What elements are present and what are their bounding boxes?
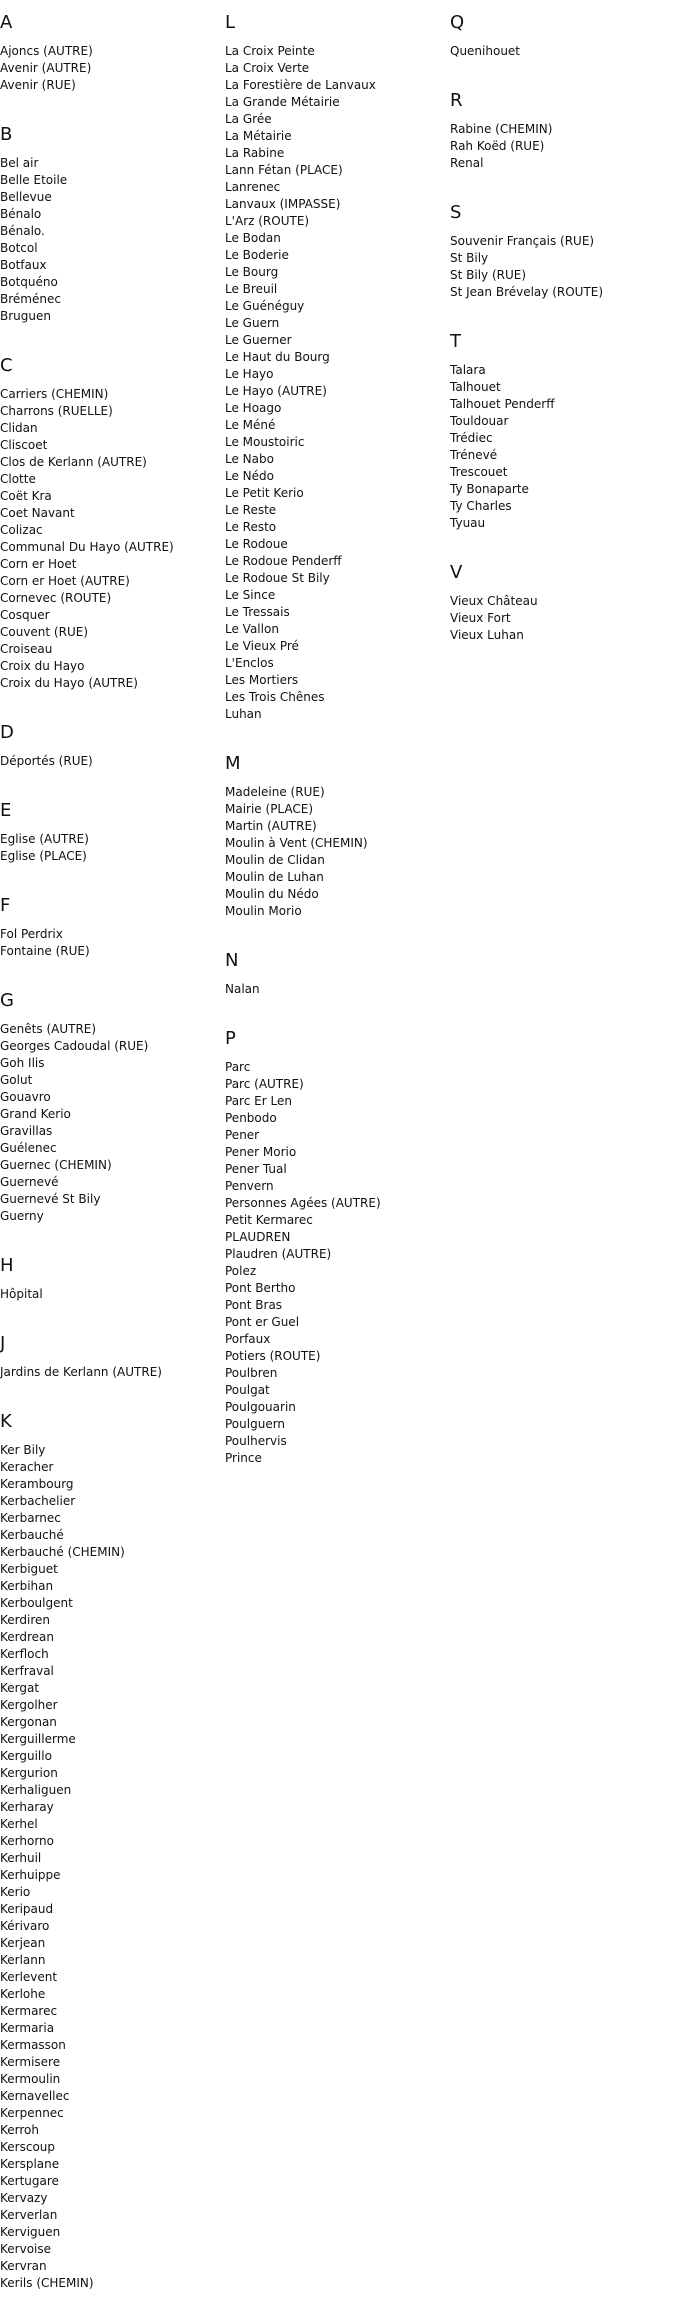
section-letter-heading: R [450, 90, 463, 111]
street-list-item[interactable]: Cosquer [0, 608, 50, 622]
section-letter-heading: V [450, 562, 463, 583]
street-list-item[interactable]: Le Bourg [225, 265, 279, 279]
street-list-item[interactable]: Hôpital [0, 1287, 43, 1301]
street-list-item[interactable]: Kertugare [0, 2174, 59, 2188]
street-list-item[interactable]: Personnes Agées (AUTRE) [225, 1196, 381, 1210]
section-letter-heading: P [225, 1028, 236, 1049]
section-letter-heading: E [0, 800, 12, 821]
letter-section [450, 90, 670, 172]
street-list-item[interactable]: Corn er Hoet (AUTRE) [0, 574, 130, 588]
street-list [225, 43, 445, 723]
street-list-item[interactable]: Kerfraval [0, 1664, 54, 1678]
street-list-item[interactable]: Vieux Fort [450, 611, 511, 625]
street-list-item[interactable]: Le Hayo (AUTRE) [225, 384, 327, 398]
street-list-item[interactable]: Mairie (PLACE) [225, 802, 314, 816]
street-list-item[interactable]: St Bily (RUE) [450, 268, 527, 282]
street-list [450, 43, 670, 60]
street-list-item[interactable]: Ajoncs (AUTRE) [0, 44, 93, 58]
street-list-item[interactable]: Kermasson [0, 2038, 66, 2052]
street-list-item[interactable]: Tyuau [450, 516, 486, 530]
street-list-item[interactable]: Kermoulin [0, 2072, 61, 2086]
street-list-item[interactable]: Guernevé [0, 1175, 59, 1189]
street-list-item[interactable]: Pener Morio [225, 1145, 297, 1159]
section-letter-heading: J [0, 1333, 6, 1354]
street-list-item[interactable]: Trénevé [450, 448, 498, 462]
letter-section [225, 753, 445, 920]
street-list-item[interactable]: Le Breuil [225, 282, 278, 296]
street-list-item[interactable]: Kerroh [0, 2123, 39, 2137]
street-list [225, 981, 445, 998]
street-list-item[interactable]: Le Rodoue Penderff [225, 554, 342, 568]
street-list-item[interactable]: Fontaine (RUE) [0, 944, 90, 958]
street-list-item[interactable]: Lanrenec [225, 180, 281, 194]
section-letter-heading: T [450, 331, 461, 352]
street-list-item[interactable]: Lann Fétan (PLACE) [225, 163, 343, 177]
street-list-item[interactable]: Kerhuippe [0, 1868, 61, 1882]
street-list [0, 926, 220, 960]
street-list-item[interactable]: Le Reste [225, 503, 277, 517]
street-list-item[interactable]: Pont er Guel [225, 1315, 300, 1329]
street-list-item[interactable]: Kersplane [0, 2157, 60, 2171]
street-list-item[interactable]: Kerambourg [0, 1477, 74, 1491]
street-list-item[interactable]: Talhouet Penderff [450, 397, 555, 411]
street-list-item[interactable]: Guernevé St Bily [0, 1192, 101, 1206]
letter-section [0, 990, 220, 1225]
street-list-item[interactable]: Keracher [0, 1460, 54, 1474]
street-list-item[interactable]: Keripaud [0, 1902, 54, 1916]
street-list-item[interactable]: Moulin de Clidan [225, 853, 325, 867]
street-list-item[interactable]: Kerbiguet [0, 1562, 58, 1576]
street-list-item[interactable]: Vieux Château [450, 594, 538, 608]
street-list-item[interactable]: Eglise (PLACE) [0, 849, 87, 863]
street-list-item[interactable]: Kergolher [0, 1698, 58, 1712]
street-list [0, 753, 220, 770]
street-list [0, 1442, 220, 2292]
street-list-item[interactable]: Kerlann [0, 1953, 46, 1967]
street-list-item[interactable]: Vieux Luhan [450, 628, 524, 642]
street-list-item[interactable]: Pener [225, 1128, 260, 1142]
street-list-item[interactable]: Ty Charles [450, 499, 512, 513]
column-2 [225, 0, 445, 1497]
street-list-item[interactable]: Kerverlan [0, 2208, 58, 2222]
section-letter-heading: B [0, 124, 13, 145]
street-list-item[interactable]: Pont Bertho [225, 1281, 296, 1295]
street-list-item[interactable]: Charrons (RUELLE) [0, 404, 113, 418]
section-letter-heading: M [225, 753, 241, 774]
street-list-item[interactable]: Madeleine (RUE) [225, 785, 325, 799]
street-list-item[interactable]: Le Resto [225, 520, 277, 534]
street-list-item[interactable]: Kerguillerme [0, 1732, 76, 1746]
street-list-item[interactable]: Touldouar [450, 414, 509, 428]
column-3 [450, 0, 670, 674]
street-list-item[interactable]: La Rabine [225, 146, 285, 160]
street-list-item[interactable]: Parc (AUTRE) [225, 1077, 304, 1091]
street-list [0, 386, 220, 692]
street-list-item[interactable]: Kergonan [0, 1715, 57, 1729]
street-list-item[interactable]: Kermisere [0, 2055, 61, 2069]
street-list [0, 43, 220, 94]
street-list-item[interactable]: Kerviguen [0, 2225, 61, 2239]
street-list-item[interactable]: L'Enclos [225, 656, 274, 670]
street-list-item[interactable]: Kerfloch [0, 1647, 49, 1661]
street-list-item[interactable]: Coët Kra [0, 489, 52, 503]
letter-section [450, 331, 670, 532]
letter-section [0, 124, 220, 325]
street-list-item[interactable]: Kerils (CHEMIN) [0, 2276, 94, 2290]
street-list-item[interactable]: Kermarec [0, 2004, 58, 2018]
street-list-item[interactable]: Le Haut du Bourg [225, 350, 330, 364]
street-list-item[interactable]: Kerpennec [0, 2106, 64, 2120]
letter-section [0, 800, 220, 865]
street-list-item[interactable]: Talhouet [450, 380, 501, 394]
street-list-item[interactable]: Belle Etoile [0, 173, 68, 187]
street-list [0, 831, 220, 865]
street-list-item[interactable]: Le Nédo [225, 469, 274, 483]
letter-section [450, 562, 670, 644]
street-list [225, 784, 445, 920]
street-list-item[interactable]: Rabine (CHEMIN) [450, 122, 553, 136]
street-list-item[interactable]: Bellevue [0, 190, 52, 204]
street-list-item[interactable]: Souvenir Français (RUE) [450, 234, 595, 248]
street-list-item[interactable]: Kerdrean [0, 1630, 55, 1644]
street-list-item[interactable]: Kerbarnec [0, 1511, 61, 1525]
street-list-item[interactable]: Georges Cadoudal (RUE) [0, 1039, 149, 1053]
street-list-item[interactable]: Coet Navant [0, 506, 75, 520]
street-list-item[interactable]: Botquéno [0, 275, 58, 289]
street-list [450, 362, 670, 532]
street-list-item[interactable]: Kerguillo [0, 1749, 52, 1763]
street-list-item[interactable]: Kervazy [0, 2191, 48, 2205]
street-list-item[interactable]: Le Bodan [225, 231, 281, 245]
street-list-item[interactable]: Potiers (ROUTE) [225, 1349, 321, 1363]
street-list-item[interactable]: Kerdiren [0, 1613, 50, 1627]
street-list [450, 593, 670, 644]
street-list-item[interactable]: Kerhuil [0, 1851, 42, 1865]
street-list-item[interactable]: Poulgat [225, 1383, 270, 1397]
street-list-item[interactable]: Carriers (CHEMIN) [0, 387, 109, 401]
street-list-item[interactable]: Luhan [225, 707, 262, 721]
street-list-item[interactable]: Kerio [0, 1885, 31, 1899]
street-list-item[interactable]: Cliscoet [0, 438, 48, 452]
street-list-item[interactable]: Talara [450, 363, 486, 377]
street-list-item[interactable]: Bénalo. [0, 224, 45, 238]
street-list-item[interactable]: Pont Bras [225, 1298, 283, 1312]
street-list-item[interactable]: Le Hoago [225, 401, 282, 415]
section-letter-heading: A [0, 12, 13, 33]
street-list-item[interactable]: La Grande Métairie [225, 95, 340, 109]
street-list-item[interactable]: Jardins de Kerlann (AUTRE) [0, 1365, 162, 1379]
street-list-item[interactable]: Clotte [0, 472, 36, 486]
street-list-item[interactable]: Croix du Hayo [0, 659, 85, 673]
street-list-item[interactable]: Bénalo [0, 207, 42, 221]
street-list-item[interactable]: Le Rodoue St Bily [225, 571, 330, 585]
street-list-item[interactable]: Poulguern [225, 1417, 286, 1431]
street-list [0, 1364, 220, 1381]
street-list-item[interactable]: Kerlevent [0, 1970, 58, 1984]
street-list-item[interactable]: Porfaux [225, 1332, 271, 1346]
section-letter-heading: N [225, 950, 239, 971]
street-list-item[interactable]: Guélenec [0, 1141, 57, 1155]
street-list-item[interactable]: Le Since [225, 588, 276, 602]
street-list-item[interactable]: Genêts (AUTRE) [0, 1022, 97, 1036]
street-list-item[interactable]: Kerbauché [0, 1528, 64, 1542]
street-list [0, 1021, 220, 1225]
street-list-item[interactable]: Martin (AUTRE) [225, 819, 317, 833]
street-list-item[interactable]: Le Vallon [225, 622, 279, 636]
street-list-item[interactable]: Trédiec [450, 431, 493, 445]
street-list-item[interactable]: Fol Perdrix [0, 927, 63, 941]
street-list-item[interactable]: Gravillas [0, 1124, 53, 1138]
street-list-item[interactable]: Le Guerner [225, 333, 292, 347]
street-list-item[interactable]: Ker Bily [0, 1443, 46, 1457]
street-list-item[interactable]: Plaudren (AUTRE) [225, 1247, 332, 1261]
street-list-item[interactable]: Kerlohe [0, 1987, 46, 2001]
street-list-item[interactable]: Moulin de Luhan [225, 870, 324, 884]
street-list-item[interactable]: Lanvaux (IMPASSE) [225, 197, 341, 211]
street-list-item[interactable]: Trescouet [450, 465, 508, 479]
street-list-item[interactable]: La Forestière de Lanvaux [225, 78, 376, 92]
street-list-item[interactable]: La Croix Verte [225, 61, 310, 75]
letter-section [225, 950, 445, 998]
street-list-item[interactable]: Kervoise [0, 2242, 51, 2256]
street-list-item[interactable]: Poulbren [225, 1366, 278, 1380]
street-list-item[interactable]: Goh Ilis [0, 1056, 45, 1070]
letter-section [0, 12, 220, 94]
street-list-item[interactable]: Clidan [0, 421, 38, 435]
street-list-item[interactable]: Kergat [0, 1681, 40, 1695]
street-list-item[interactable]: Kerjean [0, 1936, 46, 1950]
street-list-item[interactable]: Botcol [0, 241, 38, 255]
street-list-item[interactable]: La Croix Peinte [225, 44, 315, 58]
street-list-item[interactable]: Kerbihan [0, 1579, 54, 1593]
street-list-item[interactable]: Kervran [0, 2259, 47, 2273]
street-list-item[interactable]: La Métairie [225, 129, 292, 143]
street-list-item[interactable]: Croiseau [0, 642, 53, 656]
street-list-item[interactable]: Kerhaliguen [0, 1783, 72, 1797]
street-list-item[interactable]: Ty Bonaparte [450, 482, 529, 496]
street-list-item[interactable]: Cornevec (ROUTE) [0, 591, 112, 605]
street-list-item[interactable]: Kérivaro [0, 1919, 50, 1933]
section-letter-heading: F [0, 895, 11, 916]
street-list-item[interactable]: Bréménec [0, 292, 61, 306]
street-list-item[interactable]: Avenir (AUTRE) [0, 61, 92, 75]
street-list [0, 1286, 220, 1303]
street-list-item[interactable]: Kerhel [0, 1817, 38, 1831]
letter-section [450, 12, 670, 60]
street-list-item[interactable]: Le Tressais [225, 605, 290, 619]
street-list [450, 121, 670, 172]
street-list-item[interactable]: Corn er Hoet [0, 557, 77, 571]
street-list [450, 233, 670, 301]
letter-section [0, 1333, 220, 1381]
street-list-item[interactable]: Kerbachelier [0, 1494, 76, 1508]
street-list-item[interactable]: PLAUDREN [225, 1230, 291, 1244]
letter-section [0, 1411, 220, 2292]
section-letter-heading: G [0, 990, 14, 1011]
street-list-item[interactable]: Déportés (RUE) [0, 754, 93, 768]
street-list-item[interactable]: Les Trois Chênes [225, 690, 325, 704]
street-list-item[interactable]: Quenihouet [450, 44, 521, 58]
street-list-item[interactable]: L'Arz (ROUTE) [225, 214, 310, 228]
street-list-item[interactable]: Rah Koëd (RUE) [450, 139, 545, 153]
street-list-item[interactable]: Croix du Hayo (AUTRE) [0, 676, 138, 690]
street-list-item[interactable]: Guernec (CHEMIN) [0, 1158, 112, 1172]
street-list-item[interactable]: Le Moustoiric [225, 435, 305, 449]
street-list-item[interactable]: Avenir (RUE) [0, 78, 76, 92]
street-list-item[interactable]: Eglise (AUTRE) [0, 832, 89, 846]
street-list-item[interactable]: Bel air [0, 156, 39, 170]
letter-section [450, 202, 670, 301]
street-list-item[interactable]: Le Hayo [225, 367, 274, 381]
section-letter-heading: Q [450, 12, 465, 33]
street-list-item[interactable]: Parc [225, 1060, 251, 1074]
street-list-item[interactable]: Penvern [225, 1179, 274, 1193]
street-list-item[interactable]: Moulin à Vent (CHEMIN) [225, 836, 368, 850]
letter-section [0, 355, 220, 692]
letter-section [225, 1028, 445, 1467]
street-list-item[interactable]: Les Mortiers [225, 673, 299, 687]
street-list-item[interactable]: La Grée [225, 112, 272, 126]
section-letter-heading: C [0, 355, 13, 376]
street-list-item[interactable]: Prince [225, 1451, 262, 1465]
street-list-item[interactable]: Le Méné [225, 418, 276, 432]
street-list-item[interactable]: Communal Du Hayo (AUTRE) [0, 540, 174, 554]
street-list-item[interactable]: Kerscoup [0, 2140, 56, 2154]
section-letter-heading: K [0, 1411, 12, 1432]
street-list-item[interactable]: Le Petit Kerio [225, 486, 304, 500]
street-list-item[interactable]: Moulin du Nédo [225, 887, 319, 901]
street-list-item[interactable]: Kermaria [0, 2021, 55, 2035]
section-letter-heading: S [450, 202, 462, 223]
street-list-item[interactable]: Renal [450, 156, 484, 170]
street-list-item[interactable]: Kerbauché (CHEMIN) [0, 1545, 125, 1559]
street-list-item[interactable]: Poulhervis [225, 1434, 287, 1448]
street-list-item[interactable]: Pener Tual [225, 1162, 287, 1176]
street-list-item[interactable]: Clos de Kerlann (AUTRE) [0, 455, 147, 469]
street-list-item[interactable]: Penbodo [225, 1111, 277, 1125]
street-list-item[interactable]: Le Vieux Pré [225, 639, 299, 653]
letter-section [0, 722, 220, 770]
street-list-item[interactable]: Kerharay [0, 1800, 54, 1814]
street-list-item[interactable]: Le Rodoue [225, 537, 288, 551]
street-list-item[interactable]: Kernavellec [0, 2089, 70, 2103]
street-list-item[interactable]: Nalan [225, 982, 260, 996]
street-list-item[interactable]: Petit Kermarec [225, 1213, 313, 1227]
street-list-item[interactable]: Bruguen [0, 309, 51, 323]
letter-section [225, 12, 445, 723]
street-list-item[interactable]: Colizac [0, 523, 43, 537]
street-list-item[interactable]: Parc Er Len [225, 1094, 292, 1108]
section-letter-heading: H [0, 1255, 14, 1276]
street-list-item[interactable]: Couvent (RUE) [0, 625, 89, 639]
street-list-item[interactable]: Le Guern [225, 316, 280, 330]
street-list [225, 1059, 445, 1467]
section-letter-heading: L [225, 12, 236, 33]
street-list-item[interactable]: Moulin Morio [225, 904, 302, 918]
street-list-item[interactable]: Kerboulgent [0, 1596, 73, 1610]
column-1 [0, 0, 220, 2322]
street-list-item[interactable]: Polez [225, 1264, 257, 1278]
street-list-item[interactable]: Le Guénéguy [225, 299, 305, 313]
street-list-item[interactable]: Le Nabo [225, 452, 274, 466]
street-list-item[interactable]: Botfaux [0, 258, 47, 272]
street-list-item[interactable]: Le Boderie [225, 248, 289, 262]
street-list-item[interactable]: Golut [0, 1073, 33, 1087]
street-list-item[interactable]: Kerhorno [0, 1834, 54, 1848]
street-list-item[interactable]: Grand Kerio [0, 1107, 71, 1121]
street-list-item[interactable]: St Jean Brévelay (ROUTE) [450, 285, 604, 299]
letter-section [0, 1255, 220, 1303]
street-list-item[interactable]: Gouavro [0, 1090, 51, 1104]
letter-section [0, 895, 220, 960]
street-list-item[interactable]: St Bily [450, 251, 489, 265]
street-list [0, 155, 220, 325]
street-list-item[interactable]: Guerny [0, 1209, 44, 1223]
street-list-item[interactable]: Kergurion [0, 1766, 58, 1780]
section-letter-heading: D [0, 722, 14, 743]
street-list-item[interactable]: Poulgouarin [225, 1400, 296, 1414]
